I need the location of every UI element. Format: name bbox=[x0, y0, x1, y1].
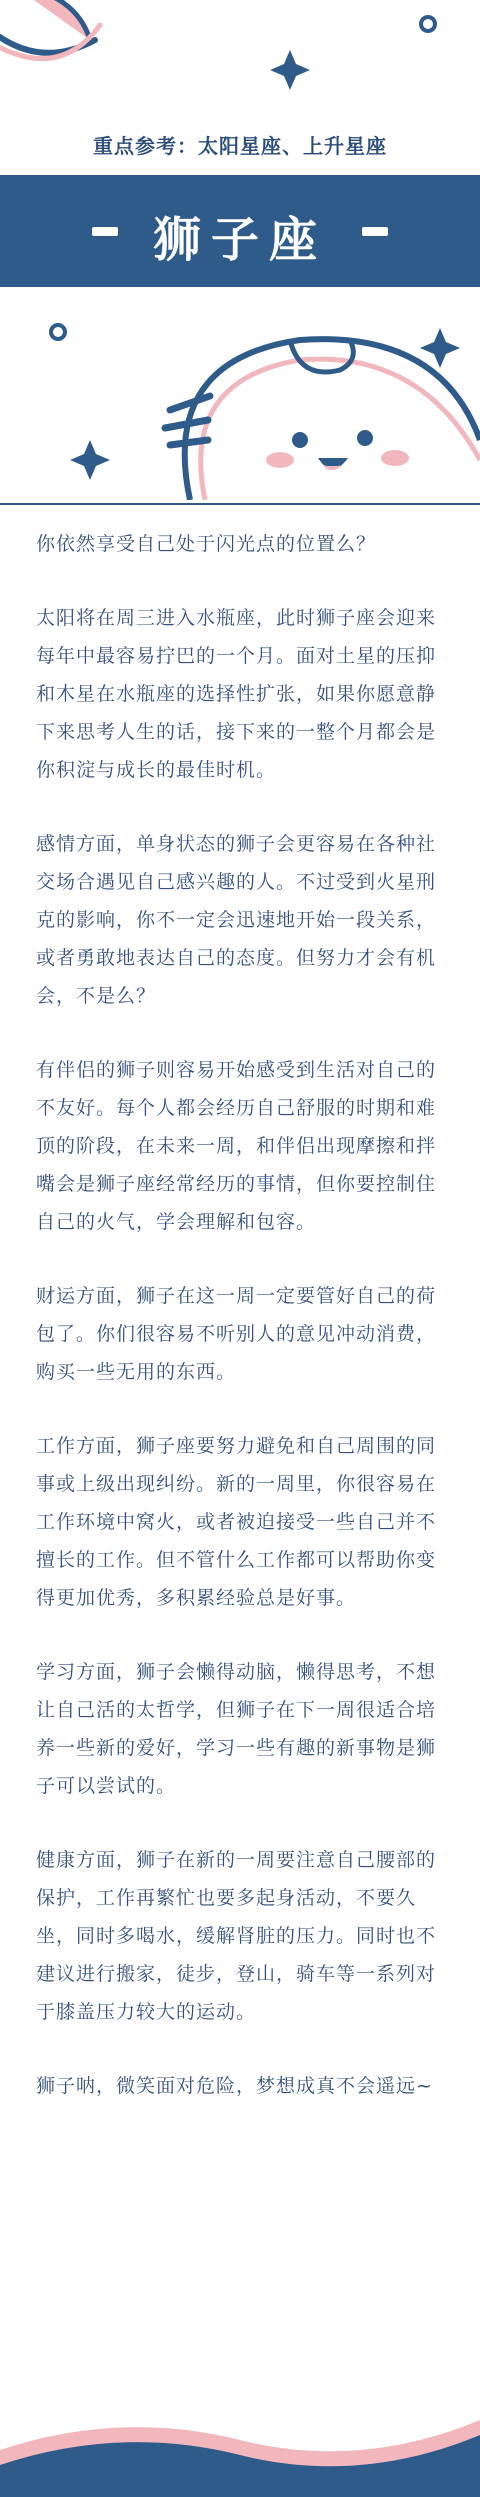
paragraph: 狮子呐，微笑面对危险，梦想成真不会遥远~ bbox=[36, 2075, 433, 2097]
cute-face-icon bbox=[0, 300, 480, 500]
paragraph: 感情方面，单身状态的狮子会更容易在各种社交场合遇见自己感兴趣的人。不过受到火星刑克的影响，你不一定会迅速地开始一段关系，或者勇敢地表达自己的态度。但努力才会有机会，不是么？ bbox=[36, 833, 437, 1007]
paragraph: 工作方面，狮子座要努力避免和自己周围的同事或上级出现纠纷。新的一周里，你很容易在工作环境中窝火，或者被迫接受一些自己并不擅长的工作。但不管什么工作都可以帮助你变得更加优秀，多积累经验总是好事。 bbox=[36, 1435, 437, 1609]
paragraph: 健康方面，狮子在新的一周要注意自己腰部的保护，工作再繁忙也要多起身活动，不要久坐，同时多喝水，缓解肾脏的压力。同时也不建议进行搬家，徒步，登山，骑车等一系列对于膝盖压力较大的运动。 bbox=[36, 1849, 437, 2023]
divider bbox=[0, 503, 480, 505]
title-banner bbox=[0, 175, 480, 287]
subtitle: 重点参考：太阳星座、上升星座 bbox=[93, 134, 387, 158]
page-title: 狮子座 bbox=[152, 212, 327, 268]
article-body bbox=[36, 525, 444, 2141]
dot-icon bbox=[421, 17, 435, 31]
paragraph: 财运方面，狮子在这一周一定要管好自己的荷包了。你们很容易不听别人的意见冲动消费，购买一些无用的东西。 bbox=[36, 1285, 437, 1383]
paragraph: 学习方面，狮子会懒得动脑，懒得思考，不想让自己活的太哲学，但狮子在下一周很适合培养一些新的爱好，学习一些有趣的新事物是狮子可以尝试的。 bbox=[36, 1661, 437, 1797]
wave-decoration bbox=[0, 2390, 480, 2497]
planet-icon bbox=[0, 0, 480, 130]
paragraph: 有伴侣的狮子则容易开始感受到生活对自己的不友好。每个人都会经历自己舒服的时期和难顶的阶段，在未来一周，和伴侣出现摩擦和拌嘴会是狮子座经常经历的事情，但你要控制住自己的火气，学会理解和包容。 bbox=[36, 1059, 437, 1233]
paragraph: 你依然享受自己处于闪光点的位置么？ bbox=[36, 533, 377, 555]
dash-right bbox=[362, 227, 388, 236]
sparkle-icon bbox=[270, 50, 310, 90]
paragraph: 太阳将在周三进入水瓶座，此时狮子座会迎来每年中最容易拧巴的一个月。面对土星的压抑和木星在水瓶座的选择性扩张，如果你愿意静下来思考人生的话，接下来的一整个月都会是你积淀与成长的最佳时机。 bbox=[36, 607, 437, 781]
